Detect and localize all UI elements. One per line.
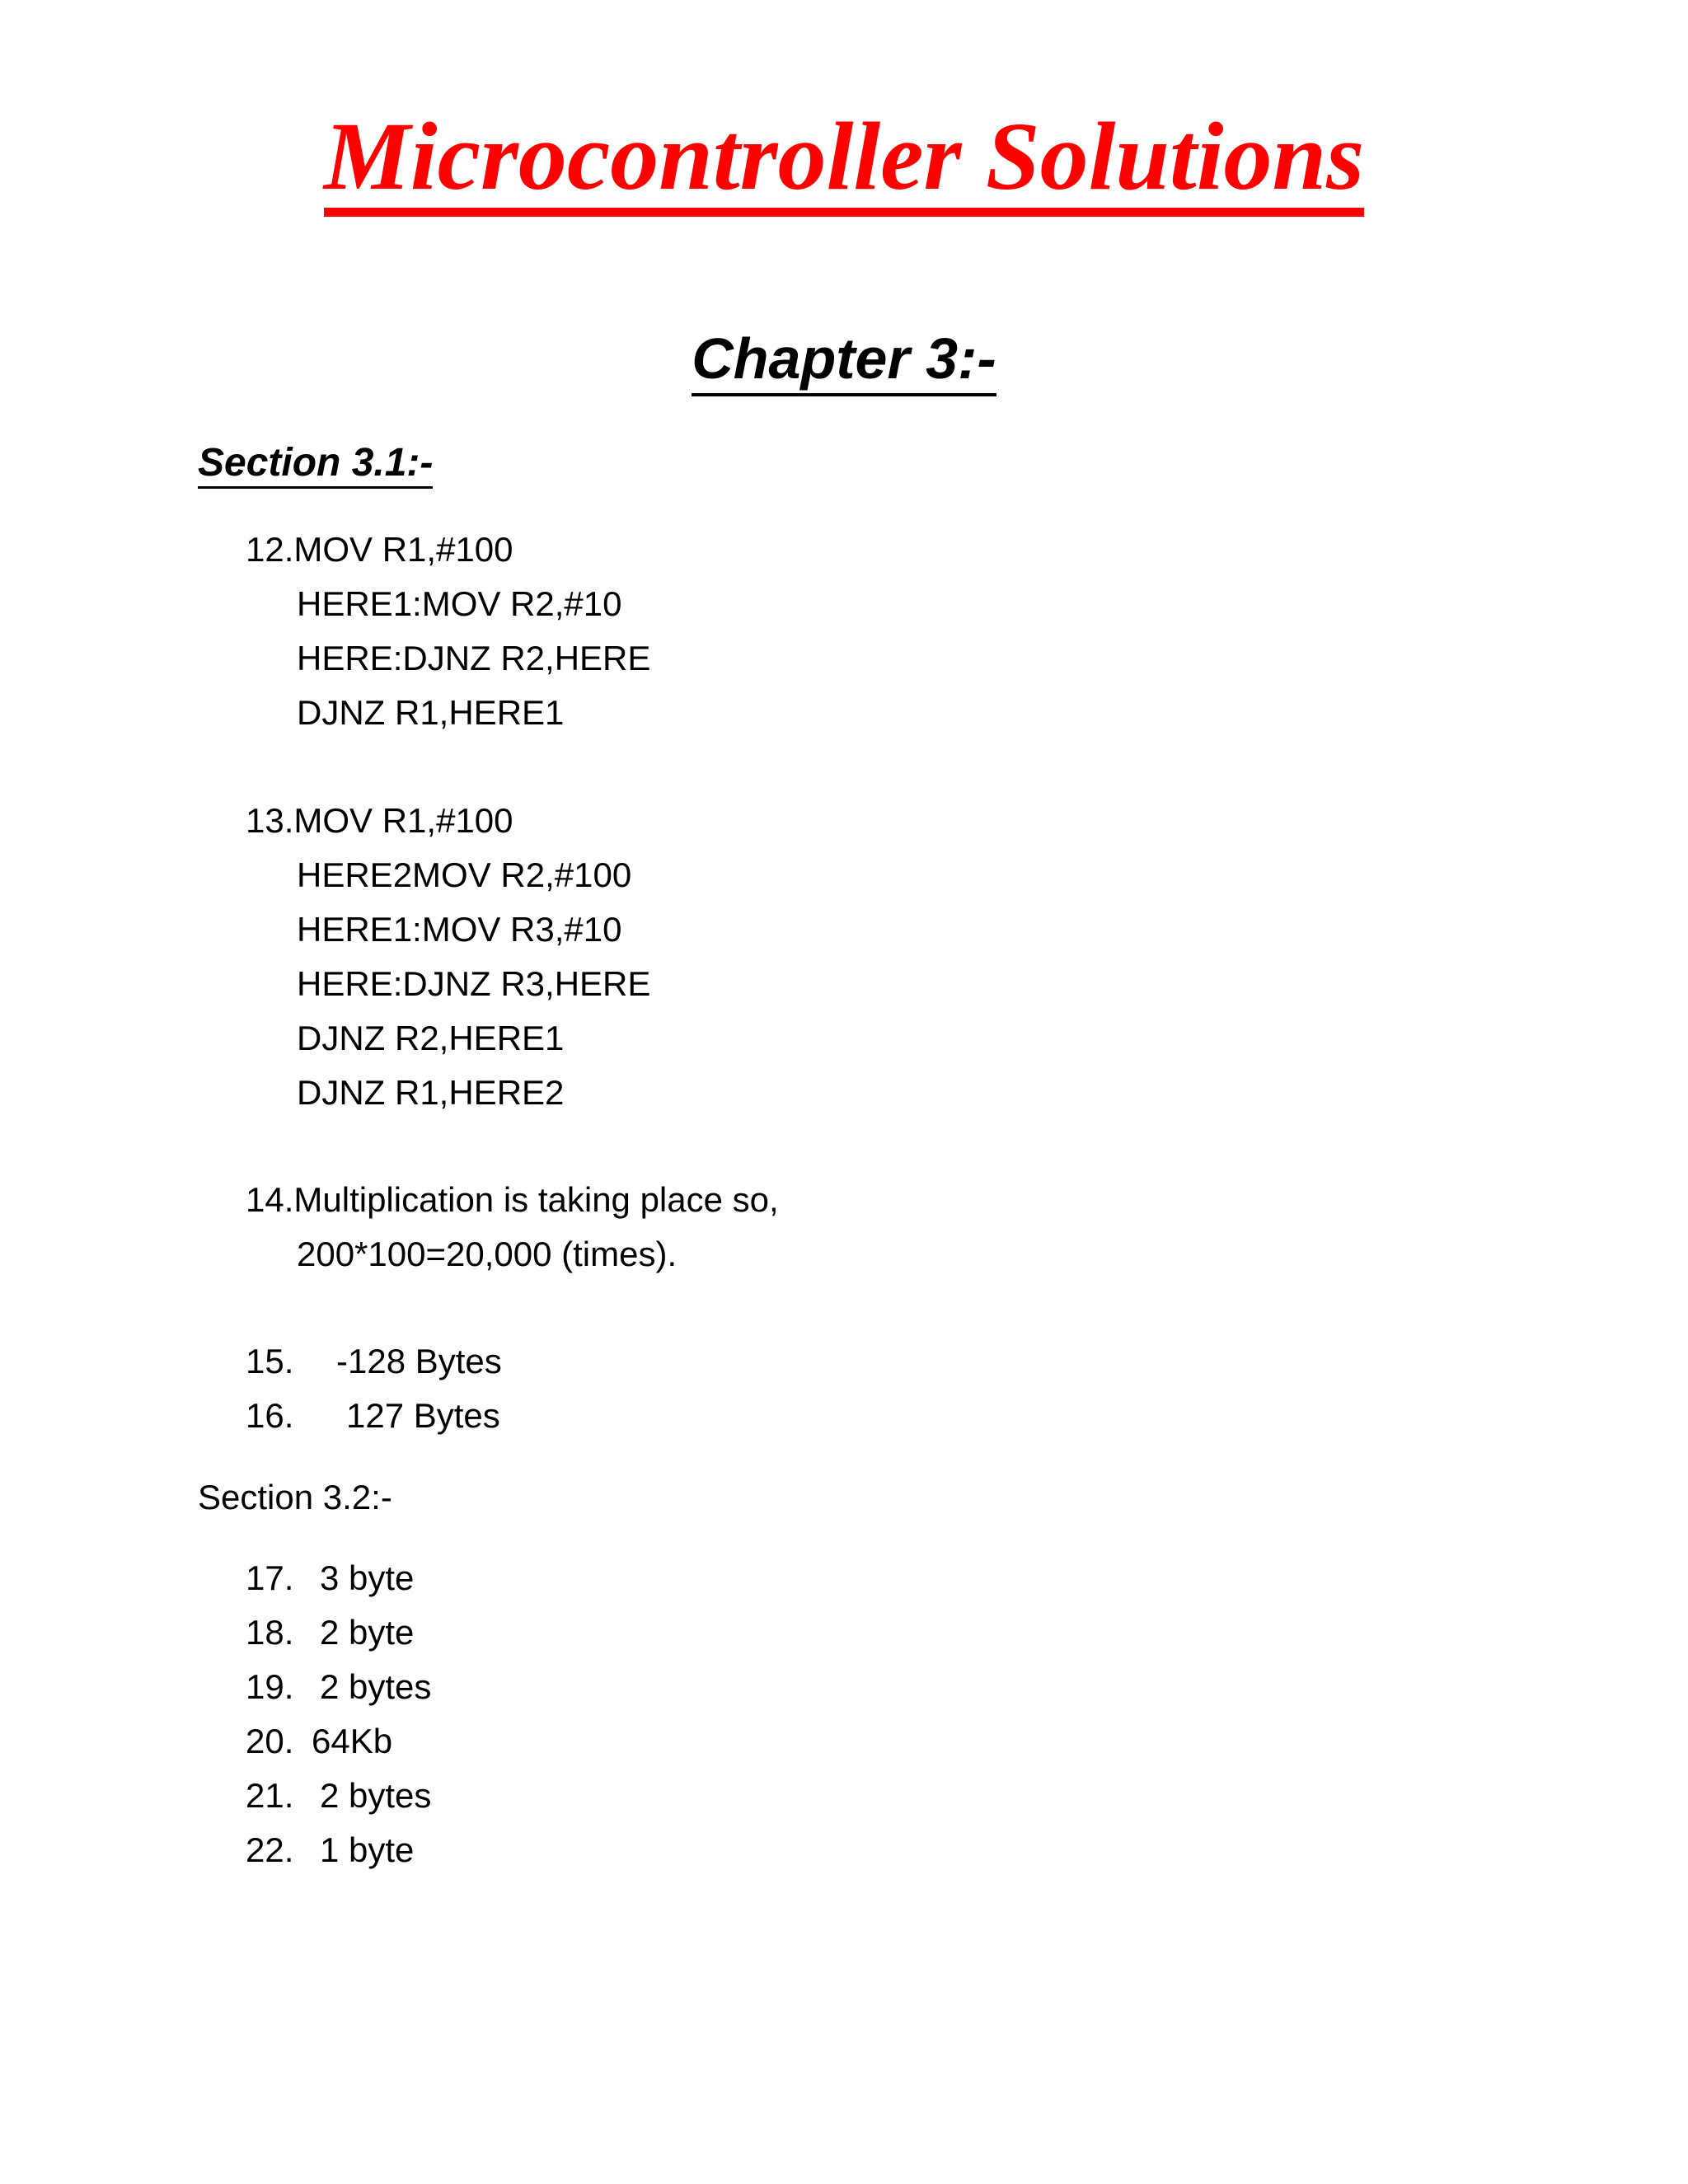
answer-text: 2 bytes [320,1776,432,1815]
answer-text: 3 byte [320,1558,415,1597]
answer-number: 13. [246,801,294,840]
chapter-heading: Chapter 3:- [0,323,1688,396]
answer-12 [246,523,513,577]
answer-number: 22. [246,1830,294,1869]
answer-19 [246,1660,431,1714]
answer-number: 19. [246,1667,294,1706]
answer-number: 18. [246,1613,294,1652]
answer-22 [246,1823,414,1877]
answer-17 [246,1551,414,1605]
answer-number: 14. [246,1180,294,1219]
code-line: HERE2MOV R2,#100 [297,855,632,894]
answer-number: 21. [246,1776,294,1815]
answer-text: 64Kb [312,1722,393,1760]
code-line: HERE1:MOV R2,#10 [297,584,622,623]
answer-13 [246,794,513,848]
answer-text: Multiplication is taking place so, [293,1180,779,1219]
answer-text: 127 Bytes [346,1396,500,1435]
code-line: DJNZ R1,HERE1 [297,693,565,732]
answer-continuation: 200*100=20,000 (times). [297,1235,678,1273]
code-line: HERE1:MOV R3,#10 [297,910,622,949]
answer-number: 17. [246,1558,294,1597]
section-3-2-heading: Section 3.2:- [198,1478,392,1516]
answer-text: -128 Bytes [336,1342,502,1380]
code-line: DJNZ R1,HERE2 [297,1073,565,1112]
code-line: HERE:DJNZ R3,HERE [297,964,651,1003]
answer-text: MOV R1,#100 [293,801,513,840]
answer-text: 2 byte [320,1613,415,1652]
answer-number: 20. [246,1722,294,1760]
answer-14 [246,1173,779,1227]
answer-text: 1 byte [320,1830,415,1869]
document-title: Microcontroller Solutions [0,103,1688,217]
answer-text: MOV R1,#100 [293,530,513,569]
answer-15 [246,1334,502,1389]
answer-number: 12. [246,530,294,569]
answer-16 [246,1389,500,1443]
answer-20 [246,1714,392,1769]
code-line: HERE:DJNZ R2,HERE [297,639,651,677]
answer-21 [246,1769,431,1823]
code-line: DJNZ R2,HERE1 [297,1019,565,1057]
answer-number: 15. [246,1342,294,1380]
answer-number: 16. [246,1396,294,1435]
section-3-1-heading: Section 3.1:- [198,438,433,489]
answer-18 [246,1605,414,1660]
answer-text: 2 bytes [320,1667,432,1706]
